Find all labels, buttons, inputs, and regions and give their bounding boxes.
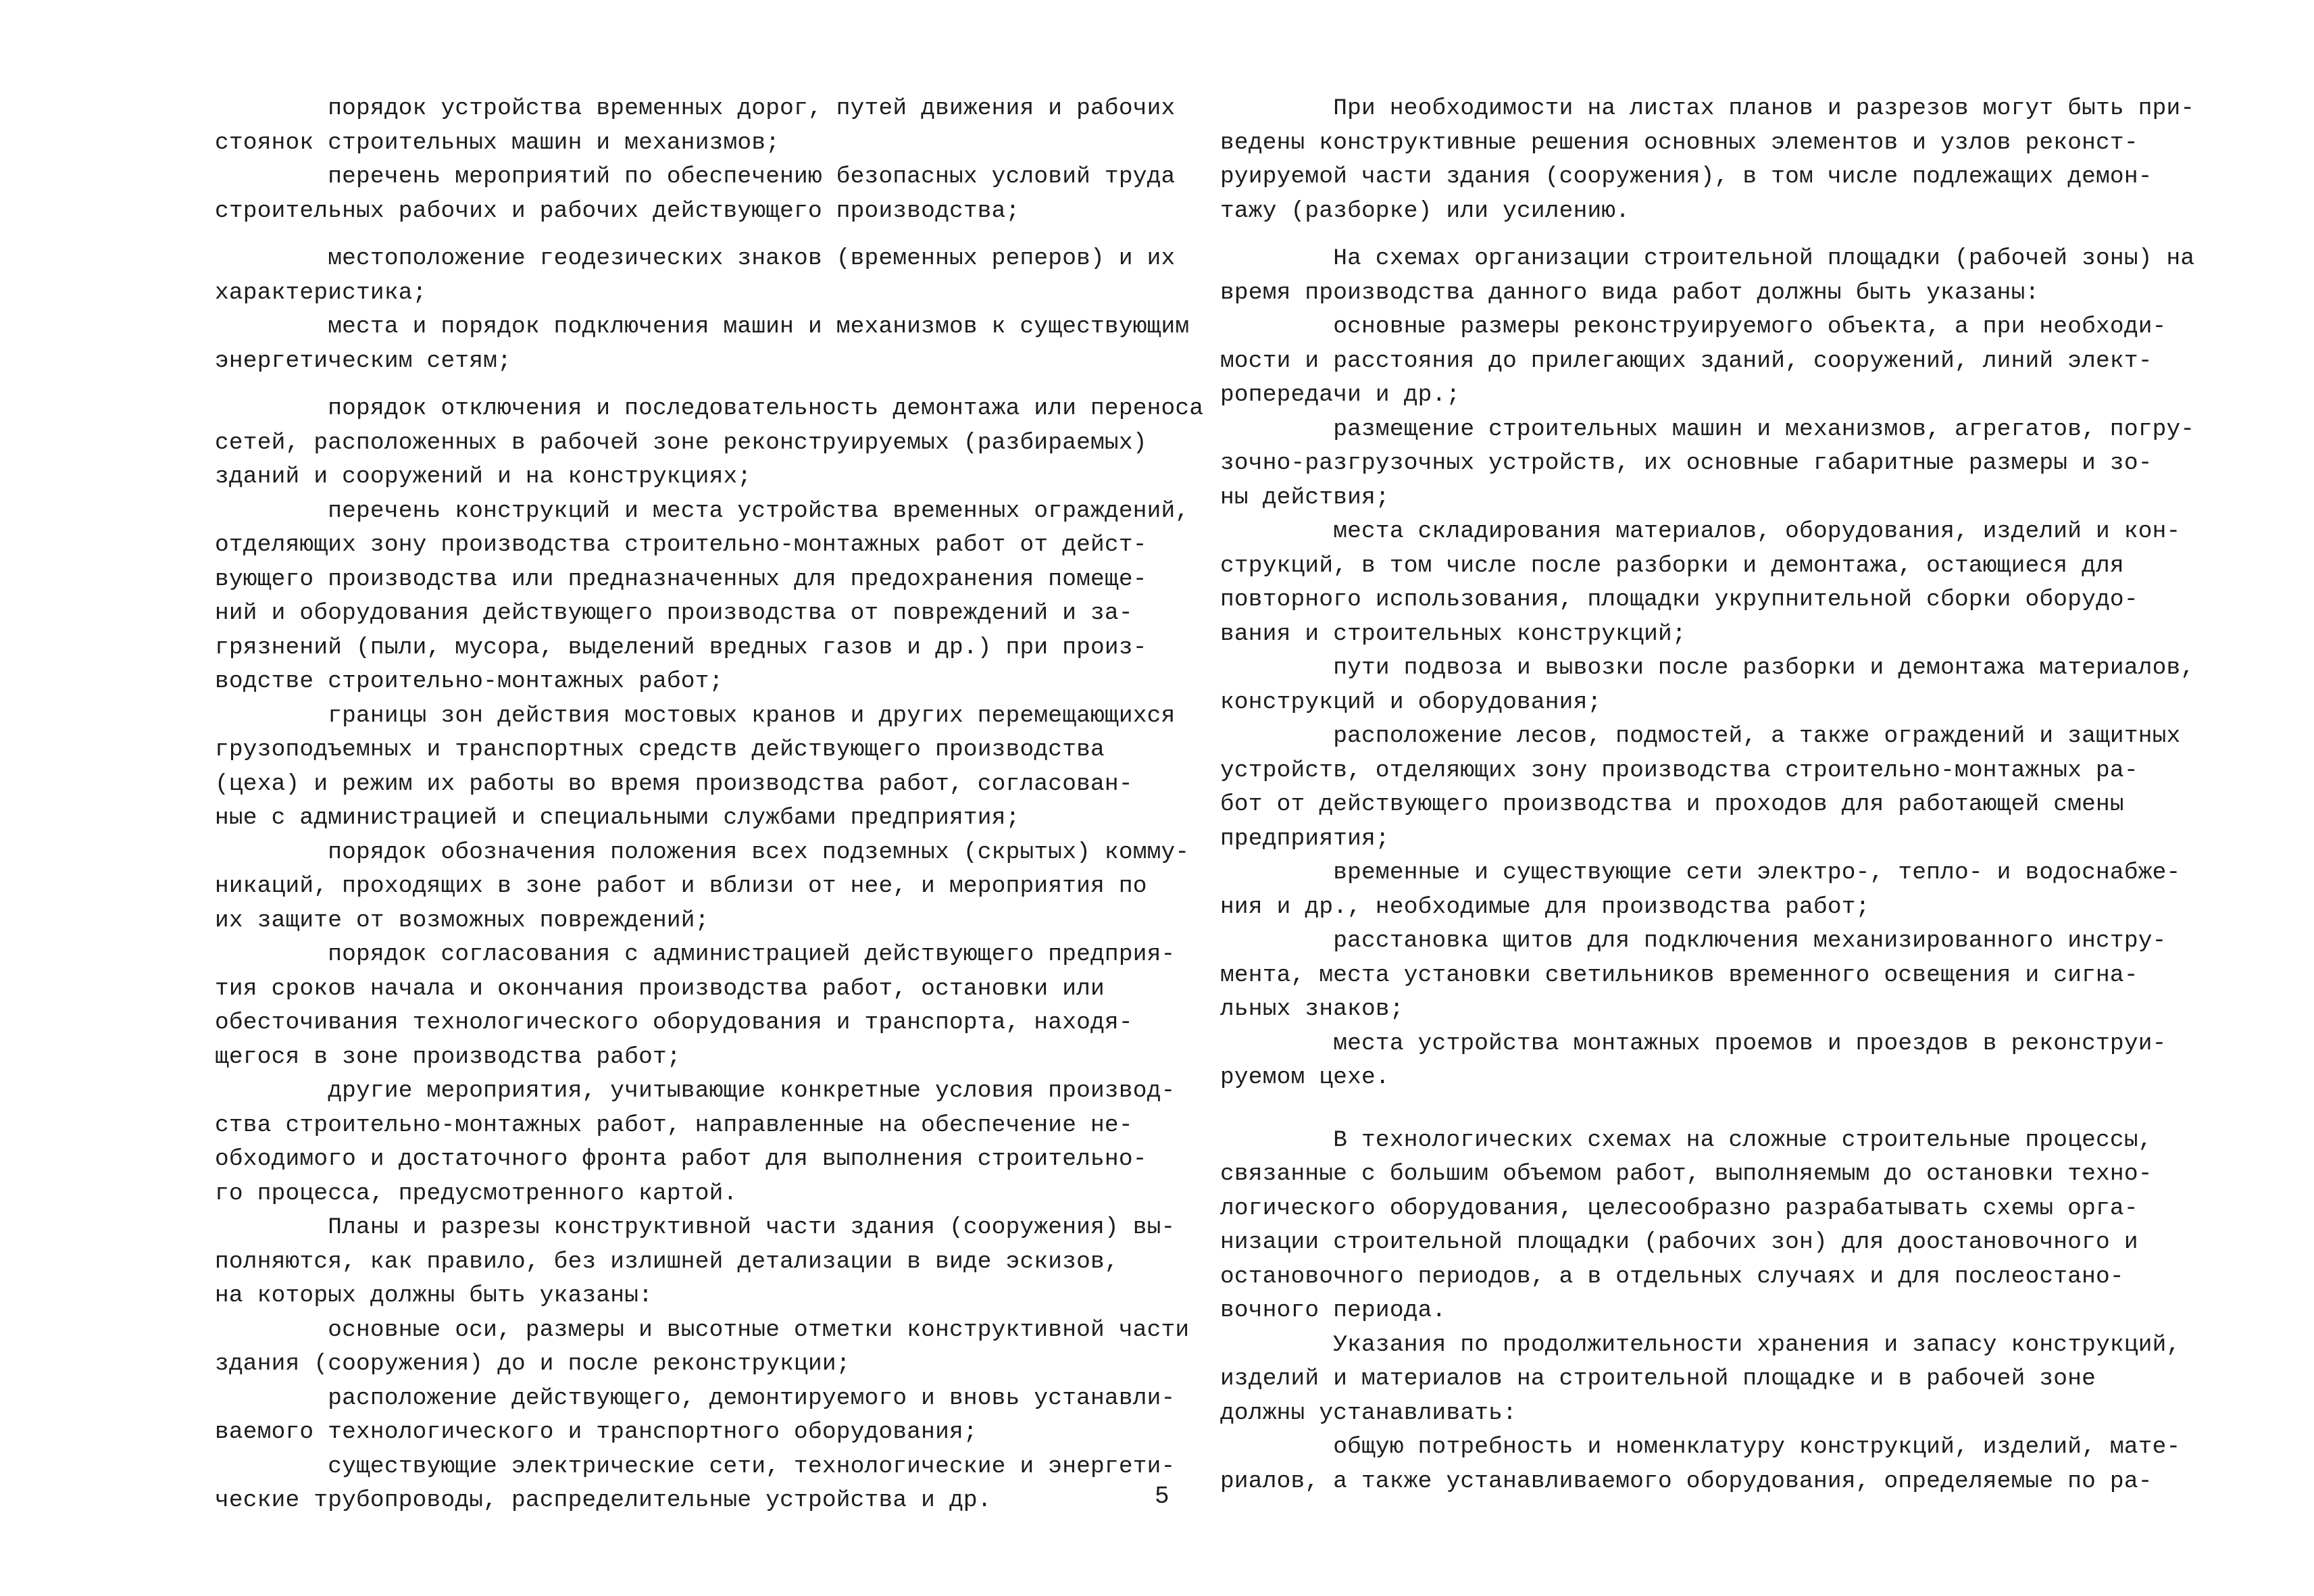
text-line: грязнений (пыли, мусора, выделений вредных газов и др.) при произ- — [215, 634, 1147, 661]
text-line: расположение лесов, подмостей, а также ограждений и защитных — [1220, 723, 2181, 749]
text-line: На схемах организации строительной площадки (рабочей зоны) на — [1220, 245, 2195, 272]
text-line: тажу (разборке) или усилению. — [1220, 197, 1630, 224]
text-line: сетей, расположенных в рабочей зоне реконструируемых (разбираемых) — [215, 429, 1147, 456]
right-page-column — [1220, 92, 2195, 1499]
text-line: мента, места установки светильников временного освещения и сигна- — [1220, 962, 2138, 989]
text-line: вания и строительных конструкций; — [1220, 620, 1686, 647]
text-line: основные размеры реконструируемого объекта, а при необходи- — [1220, 314, 2167, 340]
text-line: границы зон действия мостовых кранов и других перемещающихся — [215, 702, 1176, 729]
text-line: Указания по продолжительности хранения и запасу конструкций, — [1220, 1331, 2181, 1358]
text-line: перечень мероприятий по обеспечению безопасных условий труда — [215, 164, 1176, 190]
text-line: устройств, отделяющих зону производства строительно-монтажных ра- — [1220, 757, 2138, 784]
text-line: го процесса, предусмотренного картой. — [215, 1180, 738, 1207]
text-line: льных знаков; — [1220, 996, 1404, 1022]
text-line: обходимого и достаточного фронта работ для выполнения строительно- — [215, 1146, 1147, 1172]
text-line: ния и др., необходимые для производства работ; — [1220, 893, 1870, 920]
paragraph-gap — [1220, 1095, 2139, 1124]
text-line: никаций, проходящих в зоне работ и вблизи от нее, и мероприятия по — [215, 873, 1147, 899]
text-line: повторного использования, площадки укрупнительной сборки оборудо- — [1220, 587, 2138, 613]
text-line: ны действия; — [1220, 484, 1390, 511]
text-line: места устройства монтажных проемов и проездов в реконструи- — [1220, 1030, 2167, 1057]
text-line: временные и существующие сети электро-, тепло- и водоснабже- — [1220, 859, 2181, 886]
text-line: ропередачи и др.; — [1220, 382, 1461, 408]
text-line: изделий и материалов на строительной площадке и в рабочей зоне — [1220, 1366, 2096, 1392]
text-line: обесточивания технологического оборудования и транспорта, находя- — [215, 1009, 1133, 1036]
text-line: вочного периода. — [1220, 1297, 1447, 1324]
text-line: полняются, как правило, без излишней детализации в виде эскизов, — [215, 1248, 1119, 1275]
text-line: расстановка щитов для подключения механизированного инстру- — [1220, 928, 2167, 954]
text-line: риалов, а также устанавливаемого оборудования, определяемые по ра- — [1220, 1468, 2153, 1495]
text-line: щегося в зоне производства работ; — [215, 1043, 681, 1070]
text-line: строительных рабочих и рабочих действующего производства; — [215, 197, 1020, 224]
text-line: на которых должны быть указаны: — [215, 1282, 653, 1309]
paragraph-gap — [215, 378, 1134, 392]
text-line: места и порядок подключения машин и механизмов к существующим — [215, 314, 1190, 340]
page-number: 5 — [1155, 1482, 1169, 1510]
text-line: тия сроков начала и окончания производства работ, остановки или — [215, 975, 1105, 1002]
text-line: порядок согласования с администрацией действующего предприя- — [215, 941, 1176, 968]
text-line: ства строительно-монтажных работ, направленные на обеспечение не- — [215, 1112, 1133, 1139]
text-line: ваемого технологического и транспортного оборудования; — [215, 1419, 978, 1445]
text-line: отделяющих зону производства строительно-монтажных работ от дейст- — [215, 532, 1147, 558]
paragraph-gap — [1220, 228, 2139, 242]
text-line: размещение строительных машин и механизмов, агрегатов, погру- — [1220, 416, 2195, 443]
text-line: общую потребность и номенклатуру конструкций, изделий, мате- — [1220, 1434, 2181, 1460]
text-line: пути подвоза и вывозки после разборки и демонтажа материалов, — [1220, 655, 2195, 681]
text-line: энергетическим сетям; — [215, 347, 511, 374]
text-line: руемом цехе. — [1220, 1064, 1390, 1091]
text-line: зочно-разгрузочных устройств, их основные габаритные размеры и зо- — [1220, 450, 2153, 476]
text-line: логического оборудования, целесообразно разрабатывать схемы орга- — [1220, 1195, 2138, 1222]
text-line: предприятия; — [1220, 825, 1390, 852]
text-line: ведены конструктивные решения основных элементов и узлов реконст- — [1220, 129, 2138, 156]
text-line: связанные с большим объемом работ, выполняемым до остановки техно- — [1220, 1161, 2153, 1187]
text-line: При необходимости на листах планов и разрезов могут быть при- — [1220, 95, 2195, 122]
text-line: низации строительной площадки (рабочих зон) для доостановочного и — [1220, 1229, 2138, 1255]
text-line: В технологических схемах на сложные строительные процессы, — [1220, 1126, 2153, 1153]
text-line: существующие электрические сети, технологические и энергети- — [215, 1453, 1176, 1480]
text-line: порядок отключения и последовательность демонтажа или переноса — [215, 395, 1204, 422]
text-line: порядок обозначения положения всех подземных (скрытых) комму- — [215, 839, 1190, 866]
text-line: ний и оборудования действующего производства от повреждений и за- — [215, 600, 1133, 626]
text-line: грузоподъемных и транспортных средств действующего производства — [215, 737, 1105, 763]
left-page-column — [215, 92, 1204, 1518]
text-line: бот от действующего производства и проходов для работающей смены — [1220, 791, 2124, 818]
text-line: вующего производства или предназначенных для предохранения помеще- — [215, 566, 1147, 593]
text-line: основные оси, размеры и высотные отметки конструктивной части — [215, 1316, 1190, 1343]
text-line: характеристика; — [215, 279, 427, 306]
text-line: должны устанавливать: — [1220, 1399, 1517, 1426]
text-line: остановочного периодов, а в отдельных случаях и для послеостано- — [1220, 1263, 2124, 1290]
text-line: руируемой части здания (сооружения), в том числе подлежащих демон- — [1220, 164, 2153, 190]
text-line: мости и расстояния до прилегающих зданий, сооружений, линий элект- — [1220, 347, 2153, 374]
text-line: конструкций и оборудования; — [1220, 689, 1602, 716]
text-line: время производства данного вида работ должны быть указаны: — [1220, 279, 2040, 306]
text-line: местоположение геодезических знаков (временных реперов) и их — [215, 245, 1176, 272]
text-line: Планы и разрезы конструктивной части здания (сооружения) вы- — [215, 1214, 1176, 1241]
text-line: другие мероприятия, учитывающие конкретные условия производ- — [215, 1078, 1176, 1104]
text-line: струкций, в том числе после разборки и демонтажа, остающиеся для — [1220, 552, 2124, 579]
paragraph-gap — [215, 228, 1134, 242]
text-line: здания (сооружения) до и после реконструкции; — [215, 1351, 851, 1377]
text-line: места складирования материалов, оборудования, изделий и кон- — [1220, 518, 2181, 545]
text-line: водстве строительно-монтажных работ; — [215, 668, 724, 695]
text-line: расположение действующего, демонтируемого и вновь устанавли- — [215, 1385, 1176, 1412]
text-line: порядок устройства временных дорог, путей движения и рабочих — [215, 95, 1176, 122]
text-line: стоянок строительных машин и механизмов; — [215, 129, 780, 156]
text-line: перечень конструкций и места устройства временных ограждений, — [215, 497, 1190, 524]
text-line: ные с администрацией и специальными службами предприятия; — [215, 805, 1020, 831]
text-line: (цеха) и режим их работы во время производства работ, согласован- — [215, 770, 1133, 797]
text-line: ческие трубопроводы, распределительные устройства и др. — [215, 1487, 992, 1514]
text-line: их защите от возможных повреждений; — [215, 907, 709, 934]
text-line: зданий и сооружений и на конструкциях; — [215, 464, 752, 490]
